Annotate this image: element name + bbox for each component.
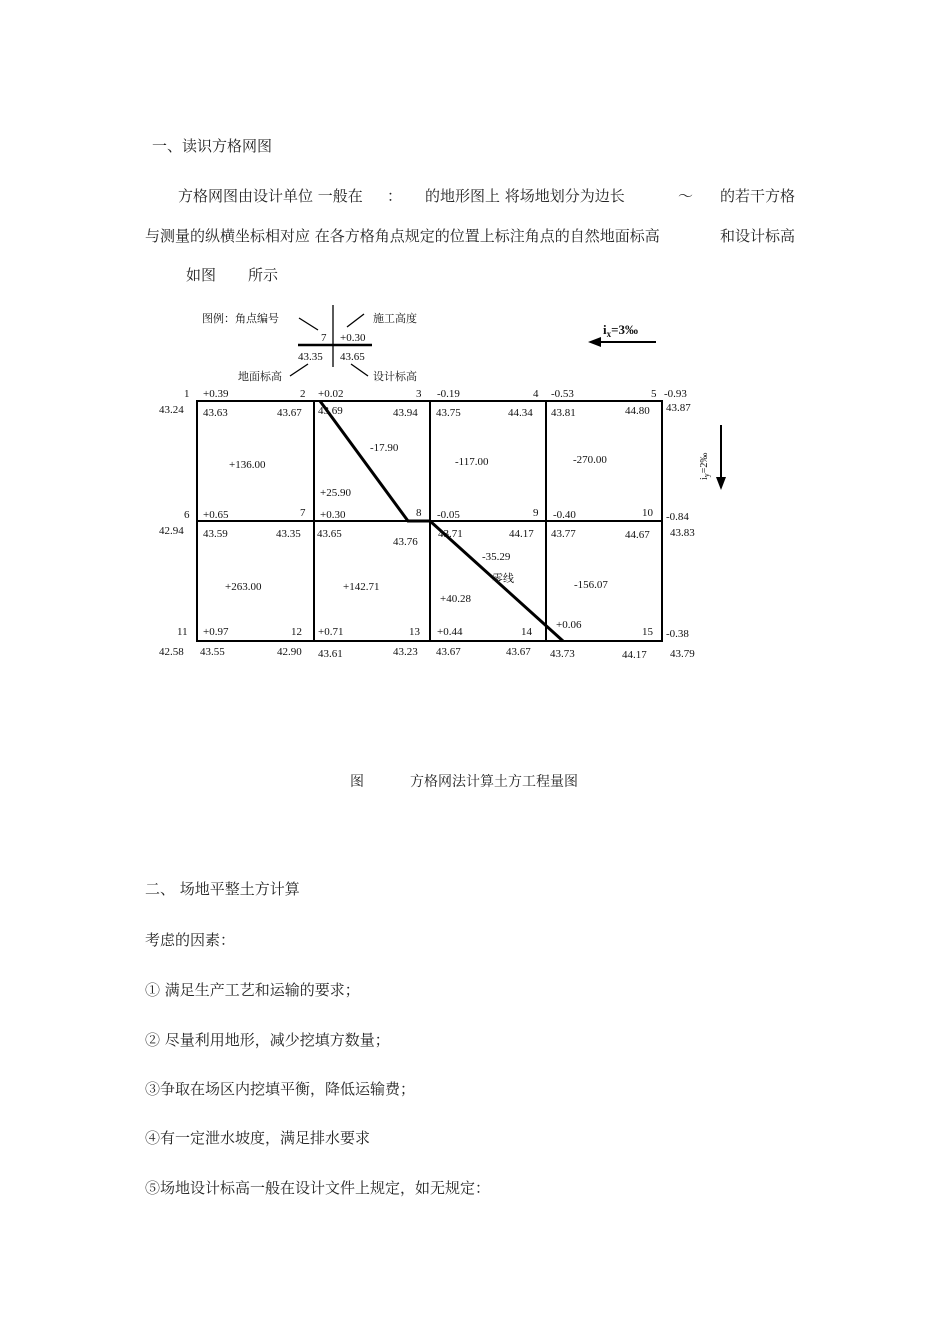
corner-6-design: 43.59 <box>203 528 228 540</box>
corner-15-ground: 44.17 <box>622 649 647 661</box>
corner-10-design: 43.83 <box>670 527 695 539</box>
volume-cell-2-cut: -17.90 <box>370 442 399 454</box>
corner-15-height: -0.38 <box>666 628 689 640</box>
slope-y-symbol: i <box>699 477 710 480</box>
corner-10-ground: 44.67 <box>625 529 650 541</box>
corner-5-number: 5 <box>651 388 657 400</box>
corner-9-height: -0.40 <box>553 509 576 521</box>
corner-13-number: 13 <box>409 626 420 638</box>
corner-7-ground: 43.35 <box>276 528 301 540</box>
corner-1-ground: 43.24 <box>159 404 184 416</box>
slope-x-symbol: i <box>603 322 607 337</box>
para-line1-part3: 的地形图上 将场地划分为边长 <box>425 187 625 205</box>
corner-14-design: 43.73 <box>550 648 575 660</box>
section1-title: 一、读识方格网图 <box>152 137 273 155</box>
corner-2-ground: 43.67 <box>277 407 302 419</box>
corner-11-number: 11 <box>177 626 188 638</box>
corner-13-height: +0.44 <box>437 626 463 638</box>
factor-item-3: ③争取在场区内挖填平衡，降低运输费； <box>145 1080 416 1098</box>
corner-8-height: -0.05 <box>437 509 460 521</box>
corner-8-design: 43.71 <box>438 528 463 540</box>
para-line1-part5: 的若干方格 <box>720 187 796 205</box>
corner-10-number: 10 <box>642 507 653 519</box>
corner-5-design: 43.87 <box>666 402 691 414</box>
legend-sample-design: 43.65 <box>340 351 365 363</box>
volume-cell-5: +263.00 <box>225 581 262 593</box>
volume-cell-1: +136.00 <box>229 459 266 471</box>
corner-13-ground: 43.23 <box>393 646 418 658</box>
slope-x <box>588 322 656 347</box>
para-line2-part2: 和设计标高 <box>720 227 796 245</box>
volume-cell-8: -156.07 <box>574 579 608 591</box>
corner-5-height: -0.93 <box>664 388 687 400</box>
corner-8-ground: 43.76 <box>393 536 418 548</box>
corner-15-design: 43.79 <box>670 648 695 660</box>
corner-4-design: 43.81 <box>551 407 576 419</box>
corner-12-height: +0.71 <box>318 626 344 638</box>
legend-title: 图例：角点编号 <box>202 313 279 325</box>
corner-2-height: +0.02 <box>318 388 344 400</box>
volume-cell-6: +142.71 <box>343 581 380 593</box>
corner-9-ground: 44.17 <box>509 528 534 540</box>
corner-4-height: -0.53 <box>551 388 574 400</box>
slope-y <box>699 425 726 490</box>
slope-y-value: =2‰ <box>699 452 710 474</box>
volume-cell-2-fill: +25.90 <box>320 487 351 499</box>
corner-13-design: 43.67 <box>436 646 461 658</box>
legend-ground-elevation: 地面标高 <box>238 371 282 383</box>
factor-item-2: ② 尽量利用地形，减少挖填方数量； <box>145 1031 390 1049</box>
corner-9-number: 9 <box>533 507 539 519</box>
corner-1-height: +0.39 <box>203 388 229 400</box>
volume-cell-7-cut: -35.29 <box>482 551 511 563</box>
legend-construction-height: 施工高度 <box>373 313 417 325</box>
section2-title: 二、 场地平整土方计算 <box>145 880 300 898</box>
para-line1-part4: ～ <box>678 187 694 205</box>
corner-6-ground: 42.94 <box>159 525 184 537</box>
corner-15-number: 15 <box>642 626 653 638</box>
legend-sample-construction: +0.30 <box>340 332 366 344</box>
corner-1-design: 43.63 <box>203 407 228 419</box>
figure-caption-prefix: 图 <box>350 774 364 790</box>
slope-x-value: =3‰ <box>611 322 639 337</box>
volume-cell-7-fill: +40.28 <box>440 593 471 605</box>
para-line3-part1: 如图 <box>186 266 217 284</box>
corner-11-height: +0.97 <box>203 626 229 638</box>
corner-2-design: 43.69 <box>318 405 343 417</box>
corner-2-number: 2 <box>300 388 306 400</box>
corner-3-ground: 43.94 <box>393 407 418 419</box>
corner-11-ground: 42.58 <box>159 646 184 658</box>
corner-7-height: +0.30 <box>320 509 346 521</box>
corner-11-design: 43.55 <box>200 646 225 658</box>
corner-14-height: +0.06 <box>556 619 582 631</box>
corner-3-number: 3 <box>416 388 422 400</box>
volume-cell-3: -117.00 <box>455 456 489 468</box>
zero-line-label: 零线 <box>492 573 514 585</box>
para-line1-part2: ： <box>387 187 403 205</box>
para-line2-part1: 与测量的纵横坐标相对应 在各方格角点规定的位置上标注角点的自然地面标高 <box>145 227 660 245</box>
volume-cell-4: -270.00 <box>573 454 607 466</box>
factor-item-4: ④有一定泄水坡度，满足排水要求 <box>145 1129 371 1147</box>
corner-4-number: 4 <box>533 388 539 400</box>
corner-5-ground: 44.80 <box>625 405 650 417</box>
legend-sample-ground: 43.35 <box>298 351 323 363</box>
para-line1-part1: 方格网图由设计单位 一般在 <box>178 187 363 205</box>
corner-8-number: 8 <box>416 507 422 519</box>
svg-text:iy=2‰ <box>699 453 711 480</box>
corner-12-number: 12 <box>291 626 302 638</box>
corner-14-number: 14 <box>521 626 532 638</box>
corner-1-number: 1 <box>184 388 190 400</box>
corner-6-height: +0.65 <box>203 509 229 521</box>
factors-label: 考虑的因素： <box>145 931 236 949</box>
slope-x-subscript: x <box>606 329 612 339</box>
corner-12-design: 43.61 <box>318 648 343 660</box>
corner-10-height: -0.84 <box>666 511 689 523</box>
factor-item-5: ⑤场地设计标高一般在设计文件上规定，如无规定： <box>145 1179 491 1197</box>
corner-3-design: 43.75 <box>436 407 461 419</box>
corner-9-design: 43.77 <box>551 528 576 540</box>
corner-7-design: 43.65 <box>317 528 342 540</box>
legend-sample-number: 7 <box>321 332 327 344</box>
svg-text:ix=3‰ <box>603 322 638 339</box>
corner-4-ground: 44.34 <box>508 407 533 419</box>
slope-y-subscript: y <box>702 473 711 478</box>
legend-design-elevation: 设计标高 <box>373 371 417 383</box>
corner-12-ground: 42.90 <box>277 646 302 658</box>
corner-7-number: 7 <box>300 507 306 519</box>
figure-caption: 方格网法计算土方工程量图 <box>410 774 578 790</box>
corner-6-number: 6 <box>184 509 190 521</box>
corner-14-ground: 43.67 <box>506 646 531 658</box>
corner-3-height: -0.19 <box>437 388 460 400</box>
legend <box>202 305 417 383</box>
para-line3-part2: 所示 <box>248 266 279 284</box>
factor-item-1: ① 满足生产工艺和运输的要求； <box>145 981 360 999</box>
